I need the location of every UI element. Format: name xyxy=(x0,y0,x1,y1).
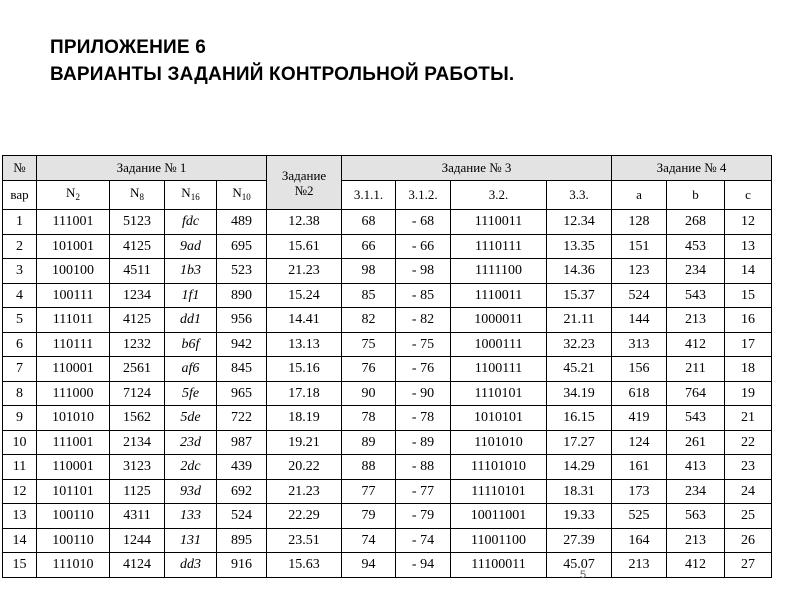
cell-t3-3: 34.19 xyxy=(547,381,612,406)
cell-a: 213 xyxy=(612,553,667,578)
cell-t3-1-2: - 74 xyxy=(396,528,451,553)
cell-variant: 6 xyxy=(3,332,37,357)
cell-n16: 1f1 xyxy=(165,283,217,308)
cell-n16: af6 xyxy=(165,357,217,382)
cell-a: 618 xyxy=(612,381,667,406)
header-3-1-2 xyxy=(396,181,451,210)
cell-t3-1-1: 74 xyxy=(342,528,396,553)
cell-n10: 965 xyxy=(217,381,267,406)
cell-variant: 11 xyxy=(3,455,37,480)
cell-t3-2: 1000111 xyxy=(451,332,547,357)
cell-c: 12 xyxy=(725,210,772,235)
cell-t3-1-1: 85 xyxy=(342,283,396,308)
cell-n16: 93d xyxy=(165,479,217,504)
cell-t3-1-1: 68 xyxy=(342,210,396,235)
cell-n8: 2561 xyxy=(110,357,165,382)
cell-a: 156 xyxy=(612,357,667,382)
cell-t3-2: 1110101 xyxy=(451,381,547,406)
cell-c: 21 xyxy=(725,406,772,431)
cell-t3-3: 45.07 xyxy=(547,553,612,578)
cell-t3-3: 45.21 xyxy=(547,357,612,382)
cell-n8: 5123 xyxy=(110,210,165,235)
cell-variant: 1 xyxy=(3,210,37,235)
title-line-2: ВАРИАНТЫ ЗАДАНИЙ КОНТРОЛЬНОЙ РАБОТЫ. xyxy=(50,64,515,85)
table-row xyxy=(3,308,772,333)
cell-a: 525 xyxy=(612,504,667,529)
cell-t3-1-2: - 94 xyxy=(396,553,451,578)
table-body xyxy=(3,210,772,578)
cell-t3-3: 15.37 xyxy=(547,283,612,308)
table-row xyxy=(3,234,772,259)
cell-n2: 110001 xyxy=(37,455,110,480)
table-row xyxy=(3,455,772,480)
header-3-3 xyxy=(547,181,612,210)
cell-task2: 15.61 xyxy=(267,234,342,259)
cell-variant: 5 xyxy=(3,308,37,333)
cell-n16: 2dc xyxy=(165,455,217,480)
cell-t3-2: 11100011 xyxy=(451,553,547,578)
cell-t3-1-2: - 79 xyxy=(396,504,451,529)
cell-b: 234 xyxy=(667,479,725,504)
cell-n10: 942 xyxy=(217,332,267,357)
cell-b: 213 xyxy=(667,528,725,553)
cell-n2: 111000 xyxy=(37,381,110,406)
cell-n16: dd1 xyxy=(165,308,217,333)
cell-t3-1-1: 78 xyxy=(342,406,396,431)
cell-n8: 2134 xyxy=(110,430,165,455)
header-col-base: N xyxy=(232,185,242,200)
cell-a: 161 xyxy=(612,455,667,480)
cell-task2: 15.16 xyxy=(267,357,342,382)
cell-t3-2: 1101010 xyxy=(451,430,547,455)
cell-n8: 1244 xyxy=(110,528,165,553)
cell-c: 25 xyxy=(725,504,772,529)
cell-a: 173 xyxy=(612,479,667,504)
cell-t3-3: 19.33 xyxy=(547,504,612,529)
cell-n10: 489 xyxy=(217,210,267,235)
cell-task2: 18.19 xyxy=(267,406,342,431)
cell-t3-1-1: 82 xyxy=(342,308,396,333)
cell-a: 128 xyxy=(612,210,667,235)
cell-task2: 13.13 xyxy=(267,332,342,357)
cell-b: 543 xyxy=(667,283,725,308)
table-row xyxy=(3,406,772,431)
cell-t3-2: 1000011 xyxy=(451,308,547,333)
cell-n8: 4124 xyxy=(110,553,165,578)
cell-a: 123 xyxy=(612,259,667,284)
cell-t3-1-2: - 85 xyxy=(396,283,451,308)
cell-t3-3: 21.11 xyxy=(547,308,612,333)
cell-t3-3: 27.39 xyxy=(547,528,612,553)
header-3-2 xyxy=(451,181,547,210)
header-col-base: 3.3. xyxy=(569,187,589,202)
title-line-1: ПРИЛОЖЕНИЕ 6 xyxy=(50,37,206,58)
page-title xyxy=(50,34,514,88)
cell-n16: 131 xyxy=(165,528,217,553)
cell-n10: 895 xyxy=(217,528,267,553)
header-col-base: 3.1.2. xyxy=(408,187,438,202)
header-col-subscript: 16 xyxy=(190,192,200,202)
header-n16 xyxy=(165,181,217,210)
header-col-base: c xyxy=(745,187,751,202)
cell-t3-1-1: 76 xyxy=(342,357,396,382)
cell-n2: 110001 xyxy=(37,357,110,382)
cell-t3-2: 1111100 xyxy=(451,259,547,284)
cell-t3-1-2: - 68 xyxy=(396,210,451,235)
header-3-1-1 xyxy=(342,181,396,210)
cell-c: 13 xyxy=(725,234,772,259)
cell-task2: 15.24 xyxy=(267,283,342,308)
cell-t3-1-1: 75 xyxy=(342,332,396,357)
cell-t3-3: 18.31 xyxy=(547,479,612,504)
cell-n2: 100110 xyxy=(37,504,110,529)
header-n8 xyxy=(110,181,165,210)
cell-t3-3: 12.34 xyxy=(547,210,612,235)
cell-n8: 4125 xyxy=(110,234,165,259)
table-row xyxy=(3,210,772,235)
cell-b: 764 xyxy=(667,381,725,406)
table-row xyxy=(3,528,772,553)
cell-n2: 111001 xyxy=(37,210,110,235)
cell-n2: 111001 xyxy=(37,430,110,455)
table-row xyxy=(3,504,772,529)
cell-variant: 7 xyxy=(3,357,37,382)
cell-n16: 9ad xyxy=(165,234,217,259)
cell-t3-3: 14.36 xyxy=(547,259,612,284)
cell-variant: 12 xyxy=(3,479,37,504)
cell-a: 524 xyxy=(612,283,667,308)
header-col-base: 3.2. xyxy=(488,187,509,202)
cell-c: 16 xyxy=(725,308,772,333)
cell-t3-3: 13.35 xyxy=(547,234,612,259)
cell-t3-2: 11110101 xyxy=(451,479,547,504)
cell-a: 313 xyxy=(612,332,667,357)
header-col-base: N xyxy=(66,185,76,200)
cell-b: 213 xyxy=(667,308,725,333)
cell-n16: fdc xyxy=(165,210,217,235)
header-task-2-line-1: Задание xyxy=(281,167,327,183)
cell-n2: 100110 xyxy=(37,528,110,553)
cell-variant: 15 xyxy=(3,553,37,578)
header-n2 xyxy=(37,181,110,210)
cell-n2: 111011 xyxy=(37,308,110,333)
cell-n10: 692 xyxy=(217,479,267,504)
header-variant-number: № xyxy=(3,156,37,181)
cell-n16: b6f xyxy=(165,332,217,357)
cell-n16: dd3 xyxy=(165,553,217,578)
cell-n8: 7124 xyxy=(110,381,165,406)
variants-table xyxy=(2,155,772,578)
cell-t3-1-2: - 89 xyxy=(396,430,451,455)
cell-t3-1-2: - 90 xyxy=(396,381,451,406)
cell-variant: 9 xyxy=(3,406,37,431)
cell-t3-1-1: 90 xyxy=(342,381,396,406)
cell-c: 15 xyxy=(725,283,772,308)
table-row xyxy=(3,479,772,504)
cell-n8: 4311 xyxy=(110,504,165,529)
cell-t3-3: 17.27 xyxy=(547,430,612,455)
cell-b: 234 xyxy=(667,259,725,284)
cell-task2: 23.51 xyxy=(267,528,342,553)
cell-c: 14 xyxy=(725,259,772,284)
cell-n2: 101001 xyxy=(37,234,110,259)
cell-variant: 4 xyxy=(3,283,37,308)
cell-t3-2: 11101010 xyxy=(451,455,547,480)
cell-t3-1-2: - 78 xyxy=(396,406,451,431)
header-task-3: Задание № 3 xyxy=(342,156,612,181)
header-col-base: N xyxy=(181,185,191,200)
cell-n16: 5fe xyxy=(165,381,217,406)
table-row xyxy=(3,357,772,382)
cell-n16: 1b3 xyxy=(165,259,217,284)
table-row xyxy=(3,381,772,406)
page-number: 5 xyxy=(580,569,587,581)
cell-c: 27 xyxy=(725,553,772,578)
header-task-4: Задание № 4 xyxy=(612,156,772,181)
cell-b: 543 xyxy=(667,406,725,431)
cell-n8: 4125 xyxy=(110,308,165,333)
cell-n10: 916 xyxy=(217,553,267,578)
cell-b: 453 xyxy=(667,234,725,259)
header-c xyxy=(725,181,772,210)
cell-n2: 111010 xyxy=(37,553,110,578)
header-row-columns xyxy=(3,181,772,210)
cell-t3-2: 1010101 xyxy=(451,406,547,431)
cell-task2: 15.63 xyxy=(267,553,342,578)
cell-t3-1-1: 94 xyxy=(342,553,396,578)
cell-c: 26 xyxy=(725,528,772,553)
cell-n2: 100111 xyxy=(37,283,110,308)
cell-a: 164 xyxy=(612,528,667,553)
cell-n8: 3123 xyxy=(110,455,165,480)
cell-n10: 956 xyxy=(217,308,267,333)
cell-t3-2: 1110011 xyxy=(451,283,547,308)
cell-b: 413 xyxy=(667,455,725,480)
cell-t3-1-1: 88 xyxy=(342,455,396,480)
cell-n2: 101101 xyxy=(37,479,110,504)
cell-c: 17 xyxy=(725,332,772,357)
cell-c: 22 xyxy=(725,430,772,455)
cell-n10: 987 xyxy=(217,430,267,455)
cell-t3-1-2: - 66 xyxy=(396,234,451,259)
cell-task2: 20.22 xyxy=(267,455,342,480)
cell-variant: 8 xyxy=(3,381,37,406)
header-col-subscript: 10 xyxy=(241,192,251,202)
cell-n10: 523 xyxy=(217,259,267,284)
cell-n8: 1125 xyxy=(110,479,165,504)
cell-t3-1-2: - 98 xyxy=(396,259,451,284)
cell-c: 18 xyxy=(725,357,772,382)
header-a xyxy=(612,181,667,210)
cell-n10: 524 xyxy=(217,504,267,529)
cell-c: 23 xyxy=(725,455,772,480)
cell-b: 261 xyxy=(667,430,725,455)
cell-t3-3: 16.15 xyxy=(547,406,612,431)
cell-n2: 101010 xyxy=(37,406,110,431)
cell-c: 24 xyxy=(725,479,772,504)
table-row xyxy=(3,259,772,284)
cell-n16: 5de xyxy=(165,406,217,431)
cell-a: 419 xyxy=(612,406,667,431)
cell-n8: 4511 xyxy=(110,259,165,284)
cell-n10: 695 xyxy=(217,234,267,259)
table-row xyxy=(3,283,772,308)
cell-t3-2: 1110111 xyxy=(451,234,547,259)
cell-t3-1-2: - 88 xyxy=(396,455,451,480)
cell-n10: 890 xyxy=(217,283,267,308)
cell-task2: 14.41 xyxy=(267,308,342,333)
cell-task2: 21.23 xyxy=(267,479,342,504)
cell-b: 563 xyxy=(667,504,725,529)
header-col-subscript: 8 xyxy=(139,192,144,202)
cell-n10: 722 xyxy=(217,406,267,431)
cell-b: 268 xyxy=(667,210,725,235)
header-col-base: b xyxy=(692,187,699,202)
cell-t3-2: 1100111 xyxy=(451,357,547,382)
cell-a: 151 xyxy=(612,234,667,259)
header-col-base: a xyxy=(636,187,642,202)
cell-variant: 14 xyxy=(3,528,37,553)
cell-n2: 100100 xyxy=(37,259,110,284)
cell-t3-1-1: 66 xyxy=(342,234,396,259)
table-row xyxy=(3,553,772,578)
cell-t3-1-2: - 76 xyxy=(396,357,451,382)
cell-n16: 133 xyxy=(165,504,217,529)
cell-n10: 439 xyxy=(217,455,267,480)
cell-n8: 1234 xyxy=(110,283,165,308)
cell-t3-3: 32.23 xyxy=(547,332,612,357)
header-b xyxy=(667,181,725,210)
header-task-2-line-2: №2 xyxy=(294,182,314,198)
cell-n16: 23d xyxy=(165,430,217,455)
cell-t3-1-1: 98 xyxy=(342,259,396,284)
cell-t3-2: 10011001 xyxy=(451,504,547,529)
cell-t3-1-2: - 82 xyxy=(396,308,451,333)
header-task-1: Задание № 1 xyxy=(37,156,267,181)
cell-t3-1-1: 77 xyxy=(342,479,396,504)
cell-t3-1-2: - 75 xyxy=(396,332,451,357)
cell-task2: 19.21 xyxy=(267,430,342,455)
cell-n8: 1562 xyxy=(110,406,165,431)
cell-n2: 110111 xyxy=(37,332,110,357)
cell-t3-3: 14.29 xyxy=(547,455,612,480)
header-col-subscript: 2 xyxy=(75,192,80,202)
cell-variant: 10 xyxy=(3,430,37,455)
header-n10 xyxy=(217,181,267,210)
cell-a: 144 xyxy=(612,308,667,333)
cell-n8: 1232 xyxy=(110,332,165,357)
cell-variant: 13 xyxy=(3,504,37,529)
table-row xyxy=(3,332,772,357)
cell-c: 19 xyxy=(725,381,772,406)
cell-t3-1-1: 79 xyxy=(342,504,396,529)
header-col-base: 3.1.1. xyxy=(353,187,384,202)
cell-t3-2: 11001100 xyxy=(451,528,547,553)
header-task-2 xyxy=(267,156,342,210)
cell-task2: 17.18 xyxy=(267,381,342,406)
header-col-base: N xyxy=(130,185,140,200)
cell-t3-1-1: 89 xyxy=(342,430,396,455)
cell-task2: 21.23 xyxy=(267,259,342,284)
cell-b: 211 xyxy=(667,357,725,382)
header-row-groups xyxy=(3,156,772,181)
cell-task2: 22.29 xyxy=(267,504,342,529)
cell-a: 124 xyxy=(612,430,667,455)
cell-task2: 12.38 xyxy=(267,210,342,235)
cell-t3-1-2: - 77 xyxy=(396,479,451,504)
cell-b: 412 xyxy=(667,553,725,578)
header-variant-label: вар xyxy=(3,181,37,210)
table-row xyxy=(3,430,772,455)
cell-variant: 3 xyxy=(3,259,37,284)
cell-t3-2: 1110011 xyxy=(451,210,547,235)
cell-b: 412 xyxy=(667,332,725,357)
cell-n10: 845 xyxy=(217,357,267,382)
cell-variant: 2 xyxy=(3,234,37,259)
